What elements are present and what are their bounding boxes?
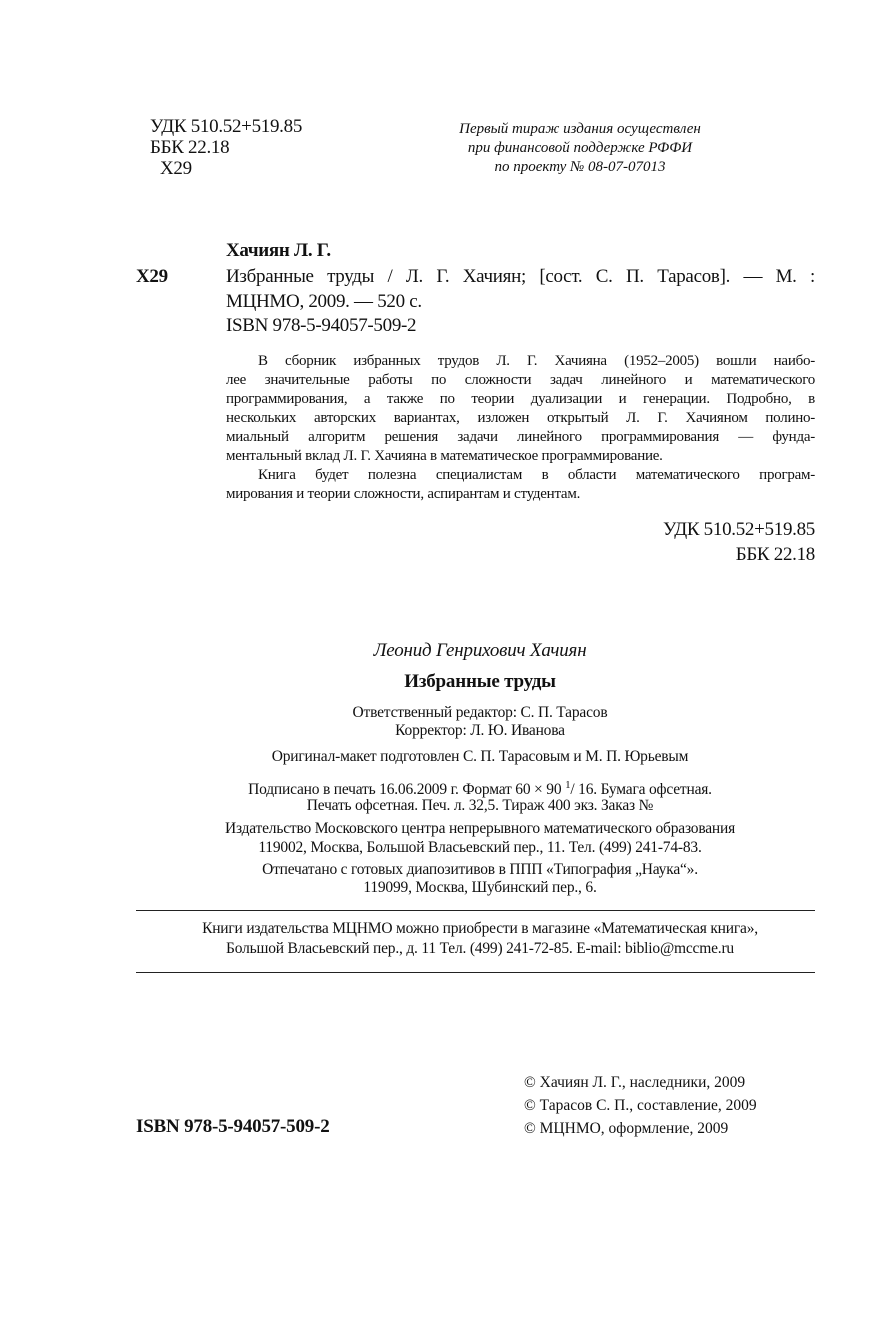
funding-line: при финансовой поддержке РФФИ xyxy=(467,140,693,156)
catalog-isbn-line: ISBN 978-5-94057-509-2 xyxy=(226,315,417,336)
catalog-udk: УДК 510.52+519.85 xyxy=(662,519,815,540)
corrector: Корректор: Л. Ю. Иванова xyxy=(395,722,565,739)
printer-address: 119099, Москва, Шубинский пер., 6. xyxy=(363,879,597,896)
publisher-address: 119002, Москва, Большой Власьевский пер., 11. Тел. (499) 241-74-83. xyxy=(258,839,702,856)
header-bbk: ББК 22.18 xyxy=(150,137,230,158)
funding-note xyxy=(420,120,740,177)
shop-line: Книги издательства МЦНМО можно приобрести в магазине «Математическая книга», xyxy=(202,920,758,937)
abstract-line: лее значительные работы по сложности задач линейного и математического xyxy=(226,372,815,388)
abstract-line: нескольких авторских вариантах, изложен открытый Л. Г. Хачияном полино- xyxy=(226,410,815,426)
catalog-author: Хачиян Л. Г. xyxy=(226,240,331,261)
book-title: Избранные труды xyxy=(404,671,556,692)
header-udk: УДК 510.52+519.85 xyxy=(150,116,303,137)
copyright-line: © Тарасов С. П., составление, 2009 xyxy=(524,1097,757,1114)
abstract-line: Книга будет полезна специалистам в области математического програм- xyxy=(258,467,815,483)
print-info-2: Печать офсетная. Печ. л. 32,5. Тираж 400 экз. Заказ № xyxy=(306,797,654,814)
shop-line: Большой Власьевский пер., д. 11 Тел. (499) 241-72-85. E-mail: biblio@mccme.ru xyxy=(226,940,734,957)
layout-credit: Оригинал-макет подготовлен С. П. Тарасовым и М. П. Юрьевым xyxy=(271,748,689,765)
abstract-line: ментальный вклад Л. Г. Хачияна в математическое программирование. xyxy=(226,448,663,464)
abstract-line: программирования, а также по теории дуализации и генерации. Подробно, в xyxy=(226,391,815,407)
footer-isbn: ISBN 978-5-94057-509-2 xyxy=(136,1116,330,1137)
funding-line: по проекту № 08-07-07013 xyxy=(494,159,666,175)
publisher-name: Издательство Московского центра непрерывного математического образования xyxy=(224,820,736,837)
print-info-b: / 16. Бумага офсетная. xyxy=(570,781,712,799)
printed-by: Отпечатано с готовых диапозитивов в ППП «Типография „Наука“». xyxy=(262,861,698,878)
author-full-name: Леонид Генрихович Хачиян xyxy=(373,640,587,661)
format-fraction-numerator: 1 xyxy=(565,779,571,791)
copyright-line: © МЦНМО, оформление, 2009 xyxy=(524,1120,729,1137)
abstract-line: В сборник избранных трудов Л. Г. Хачияна (1952–2005) вошли наибо- xyxy=(258,353,815,369)
catalog-bbk: ББК 22.18 xyxy=(735,544,815,565)
abstract-line: миальный алгоритм решения задачи линейного программирования — фунда- xyxy=(226,429,815,445)
editor: Ответственный редактор: С. П. Тарасов xyxy=(352,704,608,721)
header-code: Х29 xyxy=(160,158,192,179)
abstract-line: мирования и теории сложности, аспирантам и студентам. xyxy=(226,486,581,502)
copyright-line: © Хачиян Л. Г., наследники, 2009 xyxy=(524,1074,746,1091)
catalog-publisher-line: МЦНМО, 2009. — 520 с. xyxy=(226,291,422,312)
funding-line: Первый тираж издания осуществлен xyxy=(459,121,701,137)
print-info-a: Подписано в печать 16.06.2009 г. Формат 60 × 90 xyxy=(248,781,566,799)
catalog-title-line: Избранные труды / Л. Г. Хачиян; [сост. С. П. Тарасов]. — М. : xyxy=(226,266,815,287)
catalog-code: Х29 xyxy=(136,266,168,287)
divider-bottom xyxy=(136,972,815,973)
divider-top xyxy=(136,910,815,911)
